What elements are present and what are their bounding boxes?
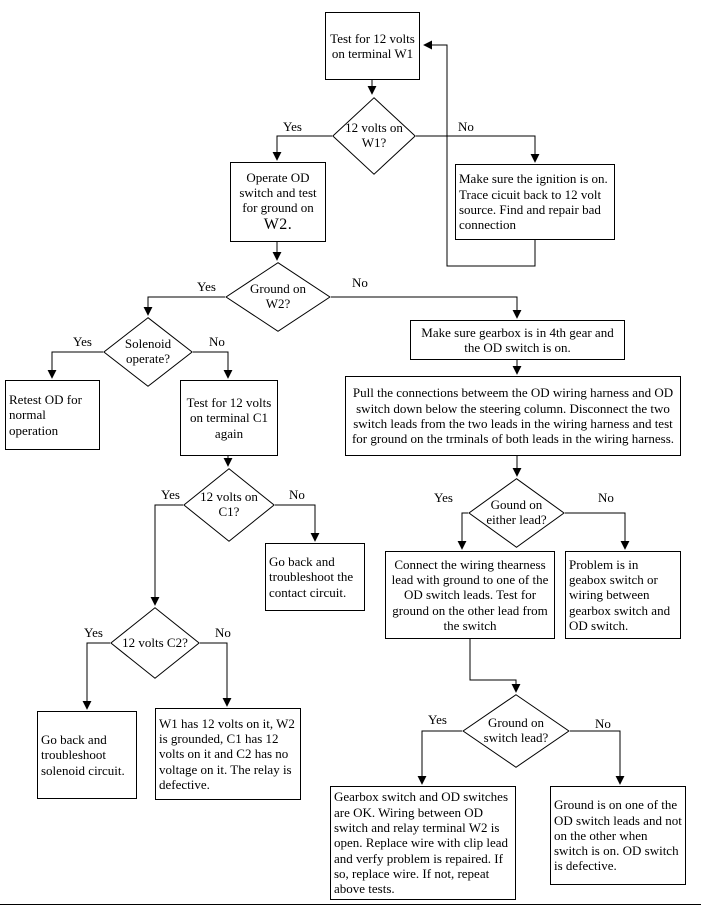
decision-ground-on-w2 bbox=[225, 262, 331, 332]
edge-q-w1-yes bbox=[277, 136, 332, 160]
decision-ground-switch-lead bbox=[462, 694, 570, 768]
decision-12v-on-c1-text: 12 volts on C1? bbox=[200, 489, 258, 519]
edge-label-yes-w2: Yes bbox=[197, 279, 216, 294]
node-check-ignition-text: Make sure the ignition is on. Trace cicuit back to 12 volt source. Find and repair bad connection bbox=[459, 171, 608, 233]
node-troubleshoot-solenoid bbox=[37, 711, 137, 799]
edge-connect-to-q-switch bbox=[470, 639, 516, 692]
edge-label-no-either-lead: No bbox=[598, 490, 614, 505]
edge-label-yes-c2: Yes bbox=[84, 625, 103, 640]
node-switches-ok-wiring-open bbox=[330, 786, 516, 900]
edge-q-c1-yes bbox=[155, 505, 183, 605]
node-od-switch-defective bbox=[550, 786, 686, 885]
node-relay-defective bbox=[155, 708, 301, 800]
node-relay-defective-text: W1 has 12 volts on it, W2 is grounded, C1 has 12 volts on it and C2 has no voltage on it. The relay is defective. bbox=[159, 715, 295, 792]
edge-q-switch-yes bbox=[422, 731, 462, 784]
edge-q-c2-no bbox=[200, 643, 227, 706]
edge-label-no-c1: No bbox=[289, 487, 305, 502]
decision-solenoid-operate-text: Solenoid operate? bbox=[124, 336, 172, 366]
node-pull-connections bbox=[345, 376, 681, 456]
edge-label-no-w2: No bbox=[352, 275, 368, 290]
node-problem-gearbox-switch bbox=[565, 551, 681, 639]
decision-ground-on-w2-text: Ground on W2? bbox=[250, 281, 306, 311]
decision-12v-c2-text: 12 volts C2? bbox=[122, 634, 188, 650]
edge-label-yes-switch-lead: Yes bbox=[428, 712, 447, 727]
node-check-ignition bbox=[455, 164, 615, 240]
decision-12v-c2 bbox=[110, 607, 200, 679]
node-troubleshoot-solenoid-text: Go back and troubleshoot solenoid circuit. bbox=[41, 732, 125, 778]
node-test-w1 bbox=[325, 12, 420, 80]
decision-ground-switch-lead-text: Ground on switch lead? bbox=[483, 715, 549, 745]
node-test-w1-text: Test for 12 volts on terminal W1 bbox=[330, 30, 415, 61]
node-connect-harness-lead bbox=[385, 551, 555, 639]
edge-label-yes-either-lead: Yes bbox=[434, 490, 453, 505]
decision-solenoid-operate bbox=[103, 317, 193, 387]
node-switches-ok-wiring-open-text: Gearbox switch and OD switches are OK. Wiring between OD switch and relay terminal W2 is open. Replace wire with clip lead and verfy problem is repaired. If so, replace wire. If not, repeat above tests. bbox=[334, 789, 509, 897]
node-gearbox-4th-gear bbox=[410, 320, 625, 360]
edge-q-w1-no bbox=[416, 136, 535, 162]
node-od-switch-defective-text: Ground is on one of the OD switch leads and not on the other when switch is on. OD switch is defective. bbox=[554, 797, 682, 874]
edge-q-c2-yes bbox=[87, 643, 110, 709]
page-bottom-border bbox=[0, 904, 701, 905]
decision-12v-on-w1-text: 12 volts on W1? bbox=[345, 120, 403, 150]
edge-label-yes-solenoid: Yes bbox=[73, 334, 92, 349]
node-test-c1-text: Test for 12 volts on terminal C1 again bbox=[186, 395, 272, 441]
decision-ground-either-lead-text: Gound on either lead? bbox=[486, 497, 547, 527]
node-pull-connections-text: Pull the connections betweem the OD wiring harness and OD switch down below the steering column. Disconnect the two switch leads from the two leads in the wiring harness and test for ground on the trminals of both leads in the wiring harness. bbox=[351, 385, 675, 447]
edge-label-no-w1: No bbox=[458, 119, 474, 134]
edge-q-either-no bbox=[565, 513, 625, 549]
edge-label-no-c2: No bbox=[215, 625, 231, 640]
node-operate-od-switch-text: Operate OD switch and test for ground on bbox=[239, 169, 317, 216]
node-operate-od-switch bbox=[230, 162, 326, 242]
decision-ground-either-lead bbox=[468, 478, 565, 548]
node-test-c1 bbox=[180, 380, 278, 456]
edge-label-no-solenoid: No bbox=[209, 334, 225, 349]
edge-label-no-switch-lead: No bbox=[595, 716, 611, 731]
node-retest-od-text: Retest OD for normal operation bbox=[9, 392, 82, 438]
edge-q-switch-no bbox=[570, 731, 620, 784]
edge-q-solenoid-no bbox=[193, 352, 228, 378]
edge-q-solenoid-yes bbox=[52, 352, 103, 378]
node-connect-harness-lead-text: Connect the wiring thearness lead with ground to one of the OD switch leads. Test for ground on the other lead from the switch bbox=[391, 556, 549, 633]
node-troubleshoot-contact bbox=[265, 543, 365, 611]
node-operate-od-switch-terminal: W2. bbox=[263, 215, 293, 233]
edge-label-yes-w1: Yes bbox=[283, 119, 302, 134]
edge-q-c1-no bbox=[275, 505, 315, 541]
decision-12v-on-c1 bbox=[183, 468, 275, 542]
node-troubleshoot-contact-text: Go back and troubleshoot the contact circuit. bbox=[269, 554, 354, 600]
edge-q-w2-yes bbox=[148, 297, 225, 315]
node-gearbox-4th-gear-text: Make sure gearbox is in 4th gear and the OD switch is on. bbox=[421, 324, 614, 355]
node-problem-gearbox-switch-text: Problem is in geabox switch or wiring between gearbox switch and OD switch. bbox=[569, 556, 671, 633]
edge-q-w2-no bbox=[331, 297, 517, 318]
edge-label-yes-c1: Yes bbox=[161, 487, 180, 502]
node-retest-od bbox=[5, 380, 100, 450]
decision-12v-on-w1 bbox=[332, 97, 416, 175]
